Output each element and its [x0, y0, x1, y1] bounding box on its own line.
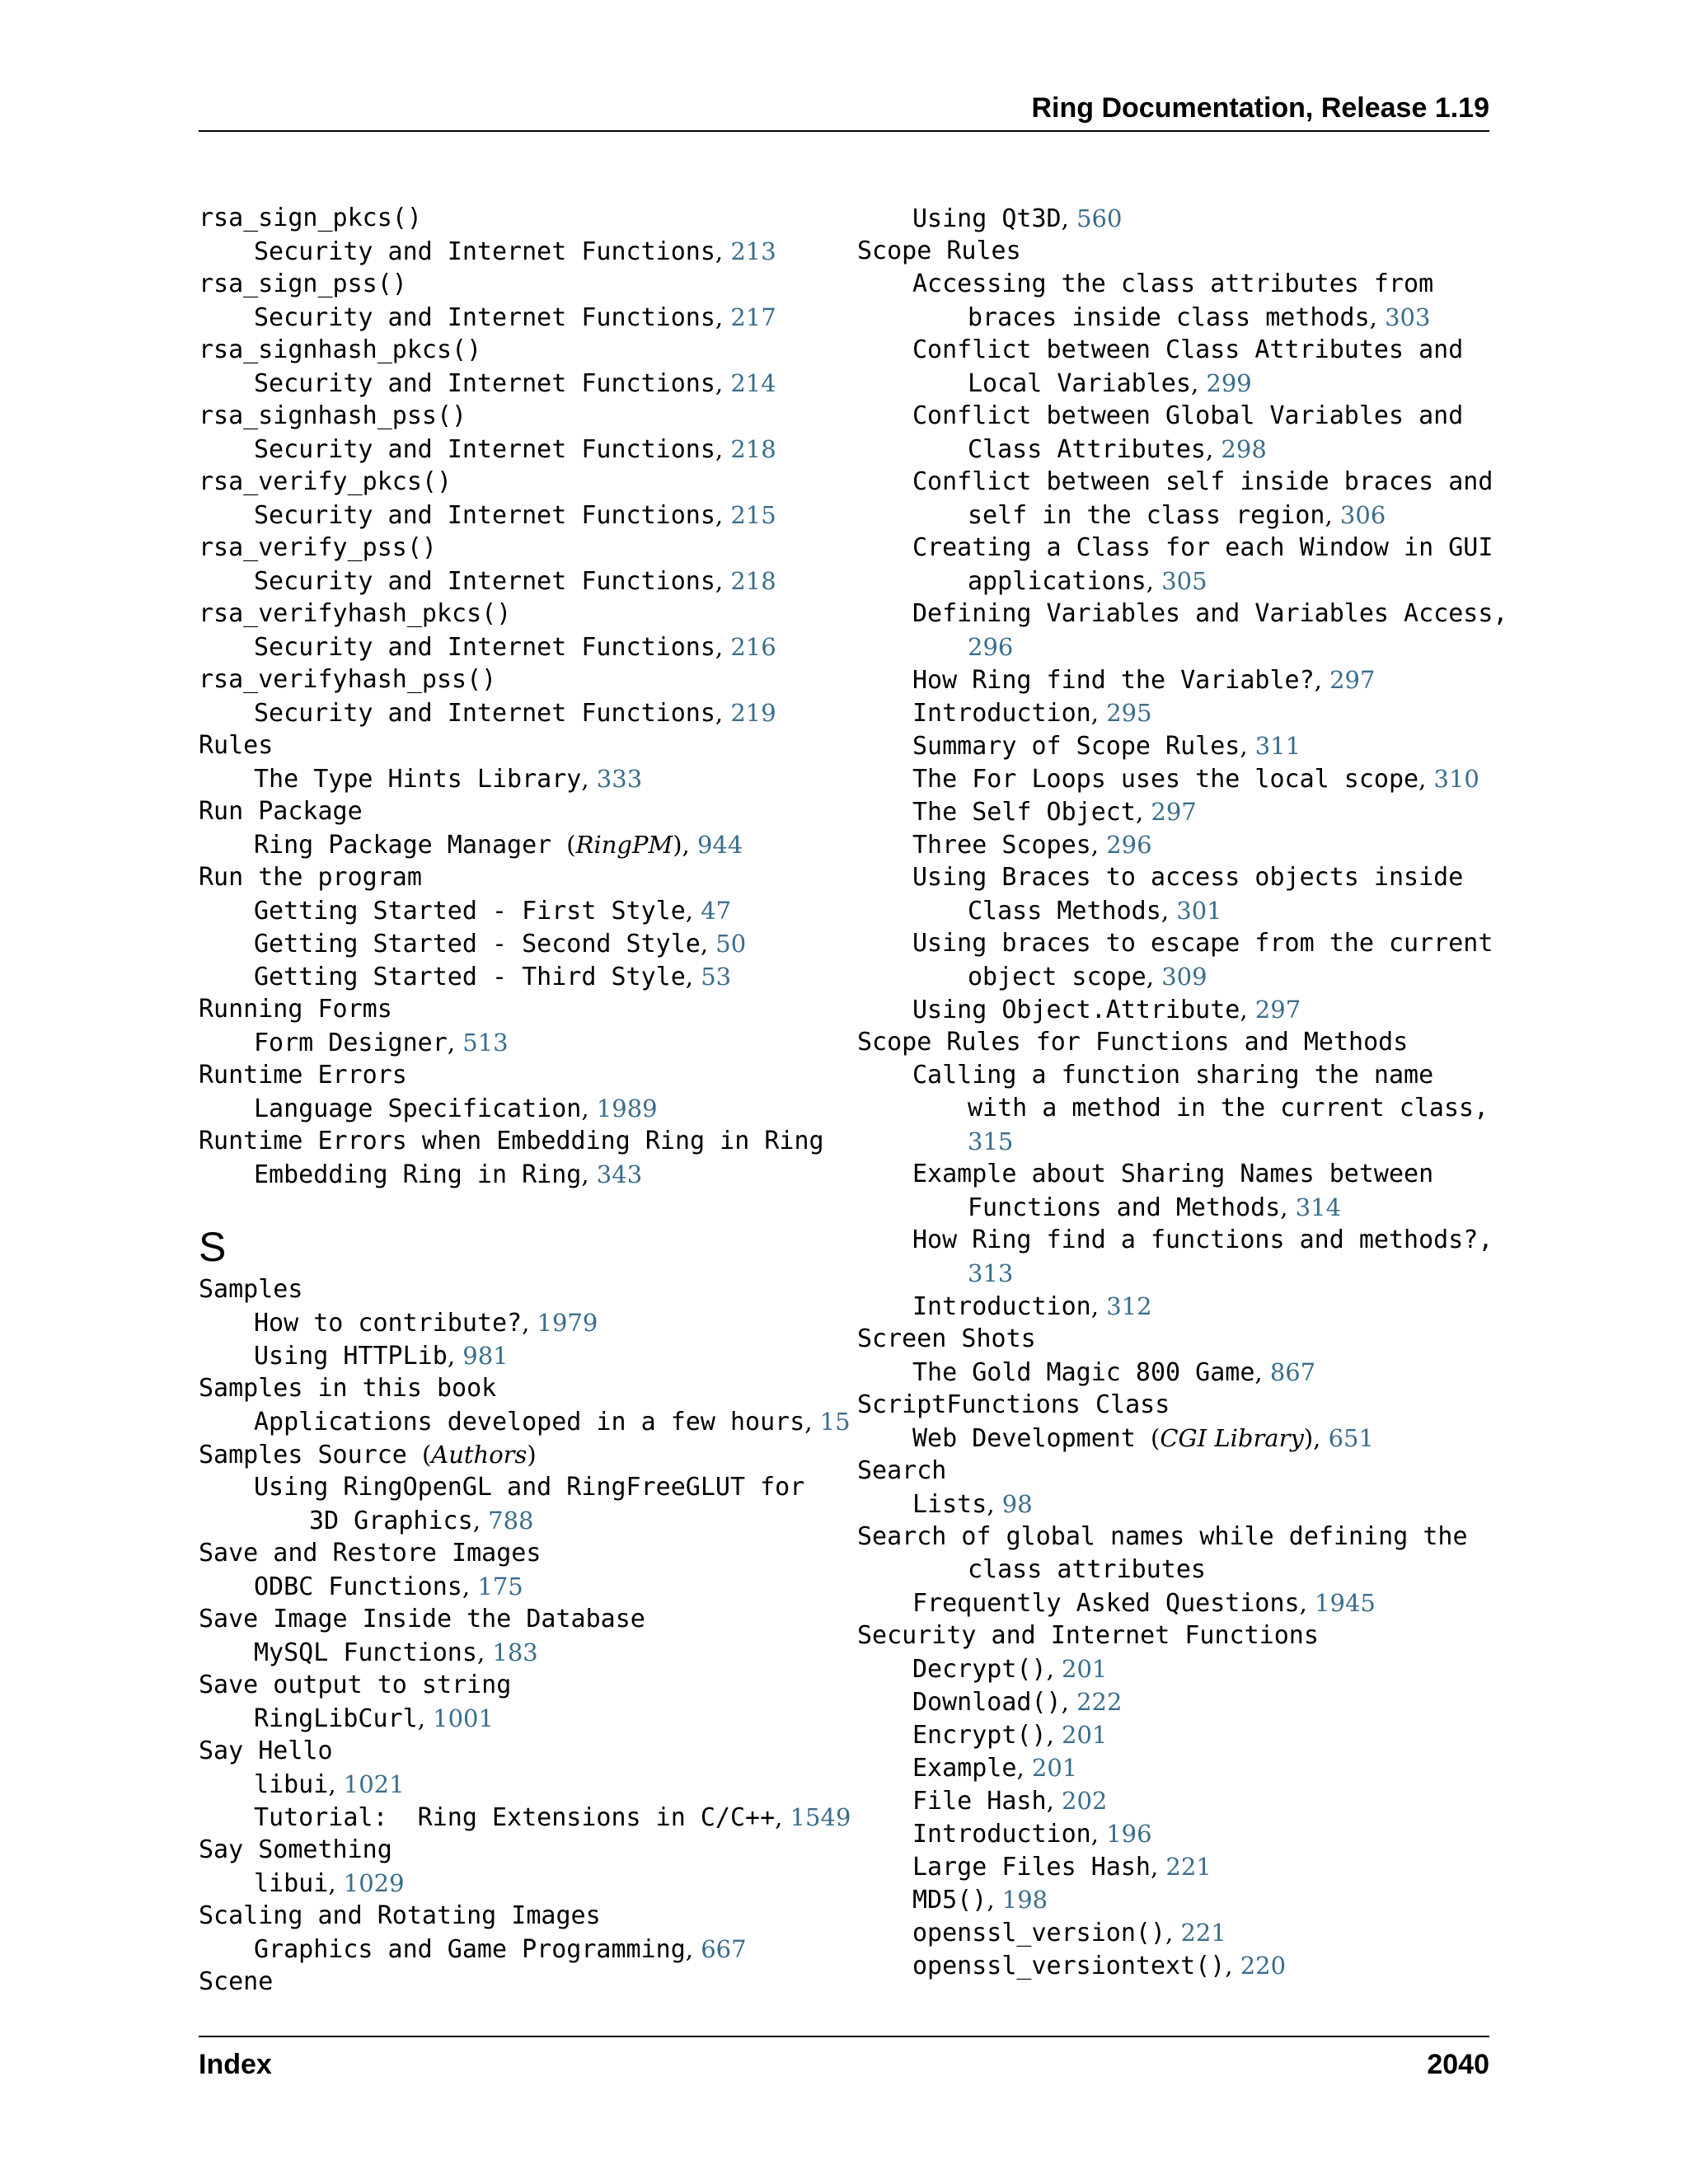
index-entry [199, 1834, 833, 1867]
index-subentry: Class Methods, 301 [968, 897, 1222, 926]
entry-text: rsa_verify_pss() [199, 533, 437, 562]
index-subentry: Decrypt(), 201 [912, 1655, 1108, 1684]
entry-text: rsa_signhash_pss() [199, 401, 467, 430]
index-subentry: Introduction, 196 [912, 1820, 1152, 1849]
index-subentry: Class Attributes, 298 [968, 435, 1267, 464]
page-number: 2040 [1427, 2049, 1489, 2080]
entry-text: openssl_version() [912, 1919, 1166, 1947]
page-link[interactable]: 306 [1339, 501, 1386, 529]
index-subentry: RingLibCurl, 1001 [254, 1704, 494, 1733]
index-subentry: Form Designer, 513 [254, 1029, 509, 1057]
page-link[interactable]: 1979 [537, 1309, 598, 1337]
entry-text: Functions and Methods [968, 1193, 1281, 1222]
page-link[interactable]: 295 [1106, 699, 1152, 727]
page-link[interactable]: 298 [1221, 435, 1267, 463]
index-subentry: The Self Object, 297 [912, 798, 1197, 827]
index-entry [199, 795, 833, 828]
index-entry [199, 202, 833, 235]
page-link[interactable]: 1021 [343, 1770, 405, 1798]
index-subentry: Large Files Hash, 221 [912, 1853, 1212, 1882]
entry-text: Security and Internet Functions [254, 237, 715, 266]
index-entry [199, 729, 833, 762]
index-entry [199, 1125, 833, 1158]
page-link[interactable]: 667 [701, 1935, 747, 1963]
page-link[interactable]: 221 [1180, 1919, 1226, 1947]
index-subentry: libui, 1021 [254, 1770, 405, 1799]
index-subentry: Tutorial: Ring Extensions in C/C++, 1549 [254, 1803, 851, 1832]
page-link[interactable]: 944 [696, 831, 743, 859]
entry-text: Using Qt3D [912, 204, 1062, 233]
index-column-left [199, 202, 851, 1999]
footer-section: Index [199, 2049, 272, 2080]
entry-text: RingLibCurl [254, 1704, 418, 1733]
page-link[interactable]: 981 [462, 1342, 509, 1370]
entry-text: Runtime Errors when Embedding Ring in Ring [199, 1127, 824, 1155]
page-link[interactable]: 867 [1269, 1358, 1316, 1386]
index-entry [199, 598, 833, 630]
index-subentry: Introduction, 312 [912, 1292, 1152, 1321]
index-entry [199, 993, 833, 1026]
page-link[interactable]: 296 [968, 633, 1014, 661]
page-link[interactable]: 303 [1385, 303, 1431, 331]
entry-text: Search [857, 1456, 947, 1485]
index-subentry: Security and Internet Functions, 214 [254, 369, 776, 398]
page-link[interactable]: 98 [1001, 1490, 1033, 1518]
entry-text: The Self Object [912, 798, 1136, 827]
page-link[interactable]: 297 [1254, 996, 1301, 1024]
page-link[interactable]: 213 [730, 237, 776, 265]
page-link[interactable]: 218 [730, 567, 776, 595]
entry-text: rsa_verifyhash_pkcs() [199, 599, 512, 628]
index-subentry [199, 1471, 833, 1504]
index-entry [857, 1389, 1492, 1422]
index-subentry: Security and Internet Functions, 219 [254, 699, 776, 728]
entry-text: Introduction [912, 1820, 1091, 1849]
index-subentry: ODBC Functions, 175 [254, 1572, 523, 1601]
index-subentry: Applications developed in a few hours, 15 [254, 1408, 851, 1436]
index-subentry: Security and Internet Functions, 218 [254, 435, 776, 464]
entry-text: Samples Source [199, 1441, 422, 1469]
index-subentry: Getting Started - First Style, 47 [254, 897, 732, 926]
index-subentry [857, 268, 1492, 301]
index-entry [199, 1537, 833, 1570]
page-link[interactable]: 215 [730, 501, 776, 529]
index-subentry: Getting Started - Third Style, 53 [254, 963, 732, 991]
page-link[interactable]: 305 [1161, 567, 1207, 595]
page-link[interactable]: 315 [968, 1127, 1014, 1155]
index-entry [199, 400, 833, 433]
entry-text: Using braces to escape from the current [912, 929, 1493, 958]
entry-text: Decrypt() [912, 1655, 1047, 1684]
entry-text: Lists [912, 1490, 987, 1519]
index-subentry [857, 334, 1492, 367]
entry-text: object scope [968, 963, 1146, 991]
entry-text: rsa_verify_pkcs() [199, 467, 452, 496]
index-entry [857, 235, 1492, 268]
index-subentry: braces inside class methods, 303 [968, 303, 1431, 332]
page-link[interactable]: 313 [968, 1259, 1014, 1287]
index-subentry: Three Scopes, 296 [912, 831, 1152, 860]
entry-text: Samples in this book [199, 1374, 497, 1403]
entry-text: self in the class region [968, 501, 1325, 530]
entry-text: MD5() [912, 1886, 987, 1915]
entry-text: Conflict between Global Variables and [912, 401, 1464, 430]
entry-text: libui [254, 1770, 329, 1799]
entry-text: How to contribute? [254, 1309, 523, 1338]
page-link[interactable]: 1029 [343, 1869, 405, 1897]
page-link[interactable]: 343 [596, 1160, 643, 1188]
page-link[interactable]: 297 [1151, 798, 1197, 826]
entry-text: Run Package [199, 797, 363, 826]
index-subentry [857, 1554, 1492, 1586]
page-link[interactable]: 309 [1161, 963, 1207, 991]
page-footer [199, 2036, 1489, 2081]
index-entry [199, 663, 833, 696]
entry-text: Applications developed in a few hours [254, 1408, 805, 1436]
index-subentry: Graphics and Game Programming, 667 [254, 1935, 747, 1964]
index-subentry: The Type Hints Library, 333 [254, 765, 643, 794]
entry-text: braces inside class methods [968, 303, 1370, 332]
page-link[interactable]: 15 [819, 1408, 851, 1436]
index-subentry: Summary of Scope Rules, 311 [912, 732, 1301, 761]
document-title: Ring Documentation, Release 1.19 [1031, 92, 1489, 124]
page-link[interactable]: 296 [1106, 831, 1152, 859]
page-link[interactable]: 201 [1062, 1721, 1108, 1749]
entry-text: Example [912, 1754, 1017, 1783]
page-link[interactable]: 314 [1295, 1193, 1342, 1221]
entry-text: How Ring find the Variable? [912, 666, 1315, 695]
index-entry [199, 1273, 833, 1306]
entry-text: MySQL Functions [254, 1638, 477, 1667]
entry-text: Run the program [199, 863, 422, 892]
entry-text: Security and Internet Functions [254, 369, 715, 398]
entry-text: rsa_sign_pkcs() [199, 204, 422, 232]
entry-qualifier: RingPM [575, 831, 673, 859]
index-entry [857, 1026, 1492, 1059]
page-link[interactable]: 788 [488, 1507, 534, 1535]
index-subentry [857, 630, 1492, 663]
index-entry [199, 1966, 833, 1999]
entry-text: Tutorial: Ring Extensions in C/C++ [254, 1803, 776, 1832]
index-subentry: Encrypt(), 201 [912, 1721, 1108, 1750]
entry-text: Web Development [912, 1424, 1151, 1453]
index-subentry [857, 598, 1508, 630]
index-subentry: Security and Internet Functions, 217 [254, 303, 776, 332]
entry-text: Class Methods [968, 897, 1161, 926]
index-entry [199, 268, 833, 301]
entry-text: Introduction [912, 1292, 1091, 1321]
index-subentry: Language Specification, 1989 [254, 1094, 658, 1123]
page-link[interactable]: 513 [462, 1029, 509, 1057]
page-link[interactable]: 53 [701, 963, 732, 991]
page-link[interactable]: 222 [1076, 1688, 1123, 1716]
page-link[interactable]: 175 [477, 1572, 523, 1601]
page-link[interactable]: 201 [1031, 1754, 1078, 1782]
index-subentry: MySQL Functions, 183 [254, 1638, 538, 1667]
entry-text: Calling a function sharing the name [912, 1061, 1434, 1090]
page-link[interactable]: 50 [715, 930, 747, 958]
page-link[interactable]: 1989 [596, 1094, 658, 1122]
page-link[interactable]: 202 [1062, 1787, 1108, 1815]
index-subentry: How to contribute?, 1979 [254, 1309, 598, 1338]
index-entry [857, 1323, 1492, 1356]
index-entry [857, 1455, 1492, 1488]
index-subentry: Frequently Asked Questions, 1945 [912, 1589, 1376, 1618]
index-subentry: The Gold Magic 800 Game, 867 [912, 1358, 1316, 1387]
index-subentry: The For Loops uses the local scope, 310 [912, 765, 1479, 794]
index-subentry [857, 927, 1492, 960]
entry-text: Save and Restore Images [199, 1539, 542, 1568]
page-link[interactable]: 1945 [1315, 1589, 1376, 1617]
entry-text: Screen Shots [857, 1324, 1036, 1353]
page-link[interactable]: 310 [1433, 765, 1479, 793]
page-header [199, 92, 1489, 132]
index-subentry [857, 466, 1492, 499]
page-link[interactable]: 198 [1001, 1886, 1048, 1914]
entry-text: Save Image Inside the Database [199, 1605, 645, 1633]
entry-text: Accessing the class attributes from [912, 269, 1434, 298]
index-subentry [857, 400, 1492, 433]
index-entry [199, 861, 833, 894]
page-link[interactable]: 183 [492, 1638, 538, 1666]
page-link[interactable]: 333 [596, 765, 643, 793]
entry-text: Security and Internet Functions [254, 633, 715, 662]
entry-text: Using Object.Attribute [912, 996, 1240, 1024]
index-subentry [857, 1224, 1492, 1257]
entry-text: with a method in the current class, [968, 1094, 1489, 1122]
index-subentry: Ring Package Manager (RingPM), 944 [254, 831, 743, 860]
entry-text: openssl_versiontext() [912, 1952, 1226, 1980]
index-subentry: Download(), 222 [912, 1688, 1123, 1717]
index-subentry: Getting Started - Second Style, 50 [254, 930, 747, 958]
entry-text: Using HTTPLib [254, 1342, 448, 1371]
index-letter-heading: S [199, 1224, 227, 1270]
page-link[interactable]: 297 [1329, 666, 1376, 694]
index-subentry [857, 1092, 1492, 1125]
entry-text: Getting Started - Second Style [254, 930, 701, 958]
index-subentry: Web Development (CGI Library), 651 [912, 1424, 1374, 1453]
entry-text: Graphics and Game Programming [254, 1935, 686, 1964]
entry-text: The For Loops uses the local scope [912, 765, 1419, 794]
page-link[interactable]: 218 [730, 435, 776, 463]
index-subentry: Functions and Methods, 314 [968, 1193, 1342, 1222]
entry-text: How Ring find a functions and methods?, [912, 1226, 1493, 1254]
entry-text: Embedding Ring in Ring [254, 1160, 582, 1189]
index-subentry [857, 1158, 1492, 1191]
entry-text: Scene [199, 1967, 274, 1996]
entry-text: Using RingOpenGL and RingFreeGLUT for [254, 1473, 805, 1502]
entry-text: Ring Package Manager [254, 831, 567, 860]
index-entry [199, 532, 833, 565]
index-subentry: self in the class region, 306 [968, 501, 1386, 530]
page-link[interactable]: 220 [1240, 1952, 1287, 1980]
page-link[interactable]: 312 [1106, 1292, 1152, 1320]
entry-qualifier: Authors [431, 1441, 528, 1469]
entry-text: Security and Internet Functions [254, 567, 715, 596]
page-link[interactable]: 47 [701, 897, 732, 925]
entry-text: applications [968, 567, 1146, 596]
entry-text: Samples [199, 1275, 303, 1304]
index-subentry: Embedding Ring in Ring, 343 [254, 1160, 643, 1189]
index-subentry: applications, 305 [968, 567, 1207, 596]
index-subentry: Lists, 98 [912, 1490, 1033, 1519]
index-subentry: libui, 1029 [254, 1869, 405, 1898]
entry-text: Three Scopes [912, 831, 1091, 860]
entry-text: Language Specification [254, 1094, 582, 1123]
index-entry [199, 466, 833, 499]
index-subentry: File Hash, 202 [912, 1787, 1108, 1816]
page-link[interactable]: 219 [730, 699, 776, 727]
entry-text: Security and Internet Functions [857, 1621, 1319, 1650]
entry-qualifier: CGI Library [1160, 1424, 1304, 1452]
index-entry [199, 1735, 833, 1768]
entry-text: Security and Internet Functions [254, 435, 715, 464]
entry-text: class attributes [968, 1555, 1206, 1584]
entry-text: Frequently Asked Questions [912, 1589, 1300, 1618]
entry-text: rsa_sign_pss() [199, 269, 407, 298]
index-subentry: Example, 201 [912, 1754, 1078, 1783]
page-link[interactable]: 299 [1206, 369, 1252, 397]
index-subentry: Using Object.Attribute, 297 [912, 996, 1301, 1024]
index-entry [199, 1372, 833, 1405]
entry-text: File Hash [912, 1787, 1047, 1816]
entry-text: Rules [199, 731, 274, 760]
page-link[interactable]: 1549 [790, 1803, 851, 1831]
page-link[interactable]: 217 [730, 303, 776, 331]
index-entry [199, 334, 833, 367]
entry-text: Security and Internet Functions [254, 303, 715, 332]
page-link[interactable]: 1001 [433, 1704, 494, 1732]
index-entry [199, 1669, 833, 1702]
index-subentry [857, 532, 1492, 565]
entry-text: Using Braces to access objects inside [912, 863, 1464, 892]
entry-text: libui [254, 1869, 329, 1898]
index-subentry: Using Qt3D, 560 [912, 204, 1123, 233]
page-link[interactable]: 221 [1165, 1853, 1212, 1881]
entry-text: rsa_verifyhash_pss() [199, 665, 497, 694]
index-subentry: Security and Internet Functions, 215 [254, 501, 776, 530]
entry-text: Say Hello [199, 1736, 333, 1765]
index-entry [857, 1619, 1492, 1652]
page-link[interactable]: 214 [730, 369, 776, 397]
page-link[interactable]: 201 [1062, 1655, 1108, 1683]
index-subentry: Security and Internet Functions, 218 [254, 567, 776, 596]
entry-text: Large Files Hash [912, 1853, 1151, 1882]
index-subentry [857, 1257, 1492, 1290]
index-entry [199, 1059, 833, 1092]
entry-text: Scaling and Rotating Images [199, 1901, 601, 1930]
index-entry [857, 1521, 1492, 1554]
entry-text: Defining Variables and Variables Access, [912, 599, 1508, 628]
page-link[interactable]: 560 [1076, 204, 1123, 232]
index-entry [199, 1603, 833, 1636]
entry-text: Conflict between self inside braces and [912, 467, 1493, 496]
index-entry: Samples Source (Authors) [199, 1441, 537, 1469]
index-subentry: Security and Internet Functions, 213 [254, 237, 776, 266]
entry-text: Security and Internet Functions [254, 501, 715, 530]
entry-text: Encrypt() [912, 1721, 1047, 1750]
index-subentry: MD5(), 198 [912, 1886, 1048, 1915]
page-link[interactable]: 651 [1328, 1424, 1374, 1452]
entry-text: Class Attributes [968, 435, 1206, 464]
entry-text: Scope Rules for Functions and Methods [857, 1028, 1409, 1057]
index-subentry [857, 861, 1492, 894]
entry-text: The Gold Magic 800 Game [912, 1358, 1255, 1387]
page-link[interactable]: 216 [730, 633, 776, 661]
index-subentry [857, 1059, 1492, 1092]
entry-text: Search of global names while defining the [857, 1522, 1468, 1551]
entry-text: rsa_signhash_pkcs() [199, 335, 482, 364]
entry-text: Getting Started - Third Style [254, 963, 686, 991]
entry-text: Summary of Scope Rules [912, 732, 1240, 761]
index-subentry: Using HTTPLib, 981 [254, 1342, 509, 1371]
entry-text: Security and Internet Functions [254, 699, 715, 728]
index-subentry: object scope, 309 [968, 963, 1207, 991]
entry-text: Running Forms [199, 995, 392, 1024]
index-subentry: openssl_version(), 221 [912, 1919, 1226, 1947]
index-subentry: Introduction, 295 [912, 699, 1152, 728]
entry-text: Local Variables [968, 369, 1191, 398]
index-subentry: 3D Graphics, 788 [309, 1507, 534, 1535]
entry-text: ODBC Functions [254, 1572, 462, 1601]
entry-text: Scope Rules [857, 237, 1021, 265]
entry-text: Conflict between Class Attributes and [912, 335, 1464, 364]
entry-text: Creating a Class for each Window in GUI [912, 533, 1493, 562]
index-entry [199, 1900, 833, 1933]
entry-text: ScriptFunctions Class [857, 1390, 1170, 1419]
index-subentry: Local Variables, 299 [968, 369, 1252, 398]
entry-text: Save output to string [199, 1671, 512, 1699]
index-subentry: How Ring find the Variable?, 297 [912, 666, 1376, 695]
entry-text: Download() [912, 1688, 1062, 1717]
index-subentry [857, 1125, 1492, 1158]
index-subentry: Security and Internet Functions, 216 [254, 633, 776, 662]
entry-text: 3D Graphics [309, 1507, 473, 1535]
entry-text: Example about Sharing Names between [912, 1160, 1434, 1188]
entry-text: Say Something [199, 1835, 392, 1864]
page-link[interactable]: 301 [1176, 897, 1222, 925]
entry-text: Getting Started - First Style [254, 897, 686, 926]
entry-text: Introduction [912, 699, 1091, 728]
entry-text: Form Designer [254, 1029, 448, 1057]
entry-text: Runtime Errors [199, 1061, 407, 1090]
entry-text: The Type Hints Library [254, 765, 582, 794]
index-subentry: openssl_versiontext(), 220 [912, 1952, 1287, 1980]
page-link[interactable]: 196 [1106, 1820, 1152, 1848]
page-link[interactable]: 311 [1254, 732, 1301, 760]
index-column-right [857, 202, 1508, 1982]
